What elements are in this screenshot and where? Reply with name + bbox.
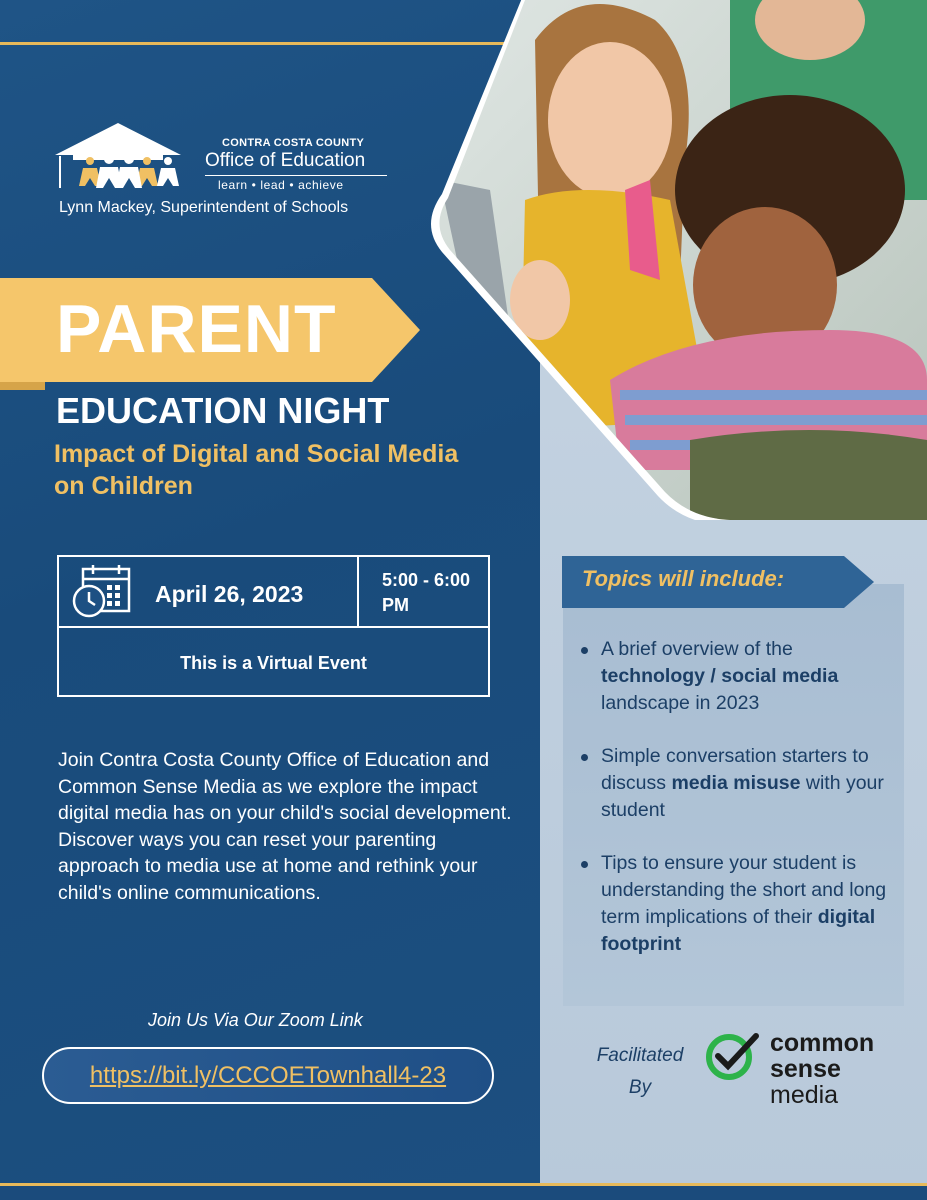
topics-list [578,636,898,984]
children-photo [430,0,927,520]
common-sense-media-logo [770,1030,874,1108]
event-title: PARENT [56,291,337,367]
csm-word-media: media [770,1081,839,1109]
bullet-icon [581,754,588,761]
topic-item: A brief overview of the technology / social media landscape in 2023 [578,636,898,717]
zoom-link-button[interactable] [42,1047,494,1104]
bottom-strip [0,1186,927,1200]
event-subtitle: EDUCATION NIGHT [56,390,390,431]
date-row [59,557,488,628]
event-description: Join Contra Costa County Office of Education and Common Sense Media as we explore the impact digital media has on your child's social development. Discover ways you can reset your parenting approach to media use at home and rethink your child's online communications. [58,749,512,904]
event-details-box [57,555,490,697]
join-label: Join Us Via Our Zoom Link [148,1010,363,1030]
topics-heading: Topics will include: [582,566,785,591]
logo-office: Office of Education [205,150,366,171]
csm-word-common: common [770,1029,875,1057]
logo-rule [205,175,387,176]
topic-item: Tips to ensure your student is understanding the short and long term implications of their digital footprint [578,850,898,958]
event-format: This is a Virtual Event [180,653,367,673]
event-time: 5:00 - 6:00 PM [382,570,471,615]
date-time-divider [357,557,359,628]
bullet-icon [581,861,588,868]
zoom-link-text[interactable]: https://bit.ly/CCCOETownhall4-23 [89,1061,447,1089]
calendar-clock-icon [71,565,133,619]
event-topic: Impact of Digital and Social Media on Children [54,440,459,500]
event-date: April 26, 2023 [155,581,304,607]
common-sense-checkmark-icon [704,1032,764,1082]
superintendent-name: Lynn Mackey, Superintendent of Schools [59,199,349,216]
logo-tagline: learn • lead • achieve [218,178,344,192]
logo-county: CONTRA COSTA COUNTY [222,137,365,149]
bullet-icon [581,647,588,654]
csm-word-sense: sense [770,1055,841,1083]
topic-item: Simple conversation starters to discuss media misuse with your student [578,743,898,824]
facilitated-by-label: Facilitated By [596,1045,684,1098]
